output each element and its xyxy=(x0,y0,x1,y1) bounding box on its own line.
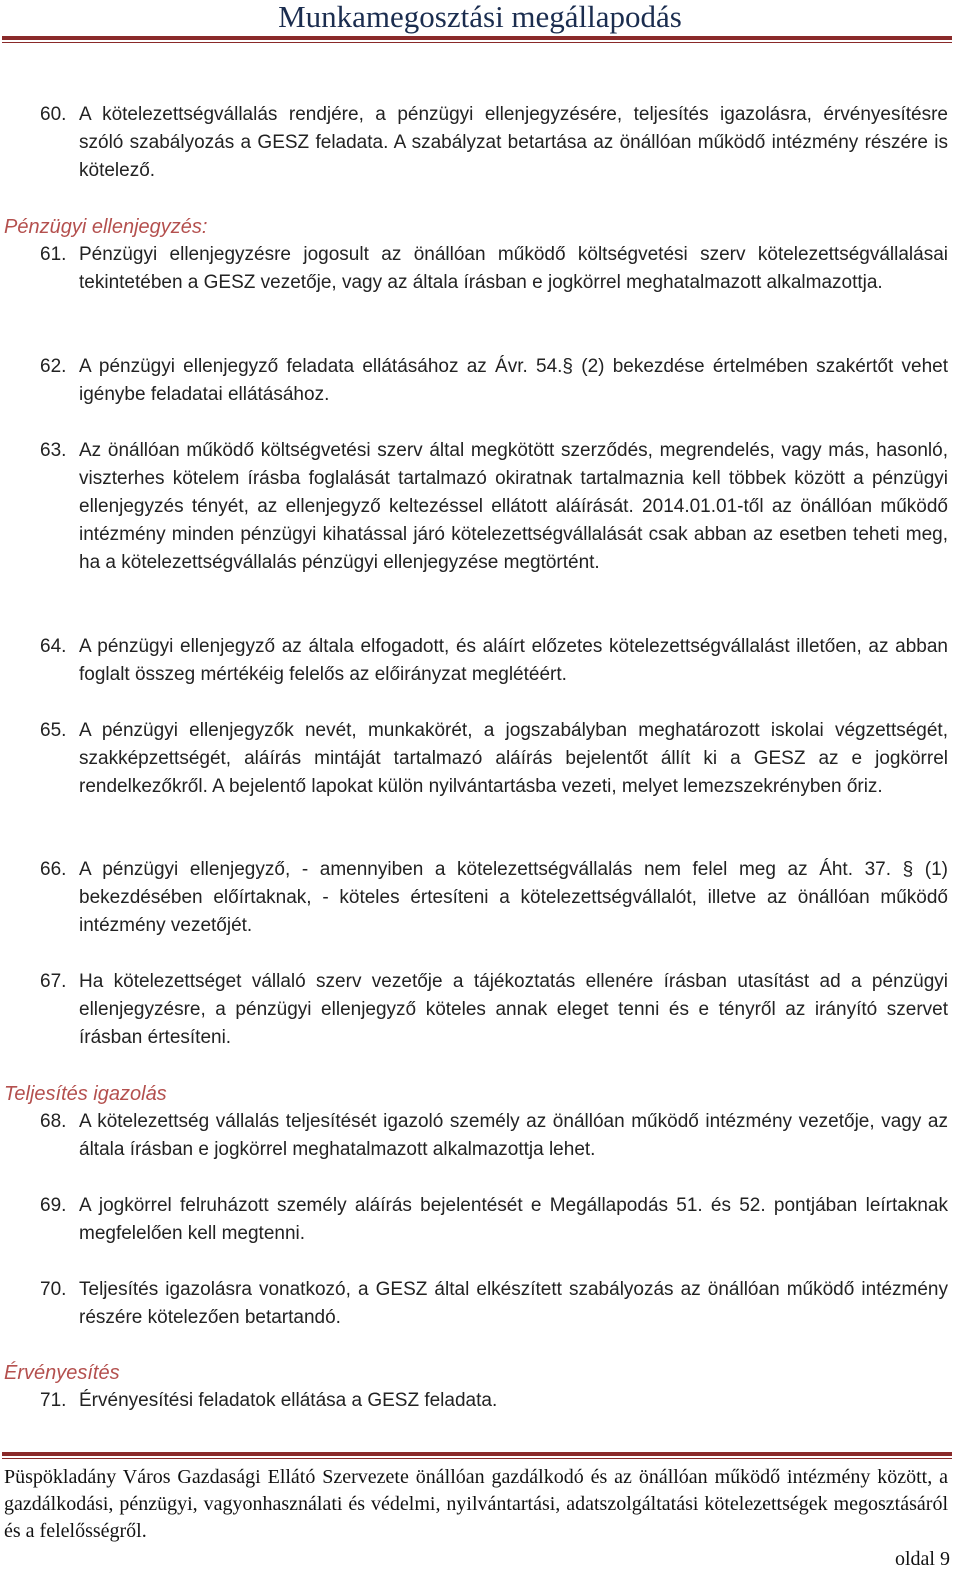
item-number: 67. xyxy=(40,971,67,992)
item-number: 61. xyxy=(40,244,67,265)
item-text: A jogkörrel felruházott személy aláírás bejelentését e Megállapodás 51. és 52. pontjában leírtaknak megfelelően kell megtenni. xyxy=(79,1195,948,1244)
list-item xyxy=(40,856,948,940)
list-item xyxy=(40,717,948,801)
item-text: Teljesítés igazolásra vonatkozó, a GESZ által elkészített szabályozás az önállóan működő intézmény részére kötelezően betartandó. xyxy=(79,1279,948,1328)
item-text: A pénzügyi ellenjegyzők nevét, munkakörét, a jogszabályban meghatározott iskolai végzettségét, szakképzettségét, aláírás mintáját tartalmazó aláírás bejelentőt állít ki a GESZ az e jogkörrel rendelkezőkről. A bejelentő lapokat külön nyilvántartásba vezeti, melyet lemezszekrényben őriz. xyxy=(79,720,948,797)
item-text: A pénzügyi ellenjegyző feladata ellátásához az Ávr. 54.§ (2) bekezdése értelmében szakértőt vehet igénybe feladatai ellátásához. xyxy=(79,356,948,405)
footer-rule-thick xyxy=(2,1452,952,1456)
item-text: A pénzügyi ellenjegyző az általa elfogadott, és aláírt előzetes kötelezettségvállalást illetően, az abban foglalt összeg mértékéig felelős az előirányzat meglétéért. xyxy=(79,636,948,685)
item-text: Ha kötelezettséget vállaló szerv vezetője a tájékoztatás ellenére írásban utasítást ad a pénzügyi ellenjegyzésre, a pénzügyi ellenjegyző köteles annak eleget tenni és e tényről az irányító szervet írásban értesíteni. xyxy=(79,971,948,1048)
section-heading-ervenyesites: Érvényesítés xyxy=(4,1362,120,1384)
section-heading-penzugyi: Pénzügyi ellenjegyzés: xyxy=(4,216,208,238)
list-item xyxy=(40,633,948,689)
list-item xyxy=(40,353,948,409)
footer-rule-thin xyxy=(2,1458,952,1459)
list-item xyxy=(40,1108,948,1164)
item-number: 62. xyxy=(40,356,67,377)
item-text: A pénzügyi ellenjegyző, - amennyiben a kötelezettségvállalás nem felel meg az Áht. 37. § (1) bekezdésében előírtaknak, - köteles értesíteni a kötelezettségvállalót, illetve az önállóan működő intézmény vezetőjét. xyxy=(79,859,948,936)
item-number: 68. xyxy=(40,1111,67,1132)
item-number: 64. xyxy=(40,636,67,657)
item-number: 71. xyxy=(40,1390,67,1411)
header-rule-thick xyxy=(2,36,952,40)
item-number: 66. xyxy=(40,859,67,880)
list-item xyxy=(40,241,948,297)
page-title: Munkamegosztási megállapodás xyxy=(278,0,682,34)
list-item xyxy=(40,437,948,577)
header-rule-thin xyxy=(2,42,952,43)
section-heading-teljesites: Teljesítés igazolás xyxy=(4,1083,167,1105)
item-number: 63. xyxy=(40,440,67,461)
item-text: Érvényesítési feladatok ellátása a GESZ feladata. xyxy=(79,1390,498,1411)
list-item xyxy=(40,1276,948,1332)
item-text: Az önállóan működő költségvetési szerv által megkötött szerződés, megrendelés, vagy más, hasonló, viszterhes kötelem írásba foglalását tartalmazó okiratnak tartalmaznia kell többek között a pénzügyi ellenjegyzés tényét, az ellenjegyző keltezéssel ellátott aláírását. 2014.01.01-től az önállóan működő intézmény minden pénzügyi kihatással járó kötelezettségvállalását csak abban az esetben teheti meg, ha a kötelezettségvállalás pénzügyi ellenjegyzése megtörtént. xyxy=(79,440,948,573)
item-number: 65. xyxy=(40,720,67,741)
item-text: A kötelezettség vállalás teljesítését igazoló személy az önállóan működő intézmény vezetője, vagy az általa írásban e jogkörrel meghatalmazott alkalmazottja lehet. xyxy=(79,1111,948,1160)
list-item xyxy=(40,968,948,1052)
page-number: oldal 9 xyxy=(895,1548,950,1570)
footer-text: Püspökladány Város Gazdasági Ellátó Szervezete önállóan gazdálkodó és az önállóan működő intézmény között, a gazdálkodási, pénzügyi, vagyonhasználati és védelmi, nyilvántartási, adatszolgáltatási kötelezettségek megosztásáról és a felelősségről. xyxy=(4,1466,948,1542)
list-item xyxy=(40,101,948,185)
item-text: A kötelezettségvállalás rendjére, a pénzügyi ellenjegyzésére, teljesítés igazolásra, érvényesítésre szóló szabályozás a GESZ feladata. A szabályzat betartása az önállóan működő intézmény részére is kötelező. xyxy=(79,104,948,181)
item-text: Pénzügyi ellenjegyzésre jogosult az önállóan működő költségvetési szerv kötelezettségvállalásai tekintetében a GESZ vezetője, vagy az általa írásban e jogkörrel meghatalmazott alkalmazottja. xyxy=(79,244,948,293)
list-item xyxy=(40,1387,948,1415)
item-number: 60. xyxy=(40,104,67,125)
item-number: 69. xyxy=(40,1195,67,1216)
list-item xyxy=(40,1192,948,1248)
item-number: 70. xyxy=(40,1279,67,1300)
